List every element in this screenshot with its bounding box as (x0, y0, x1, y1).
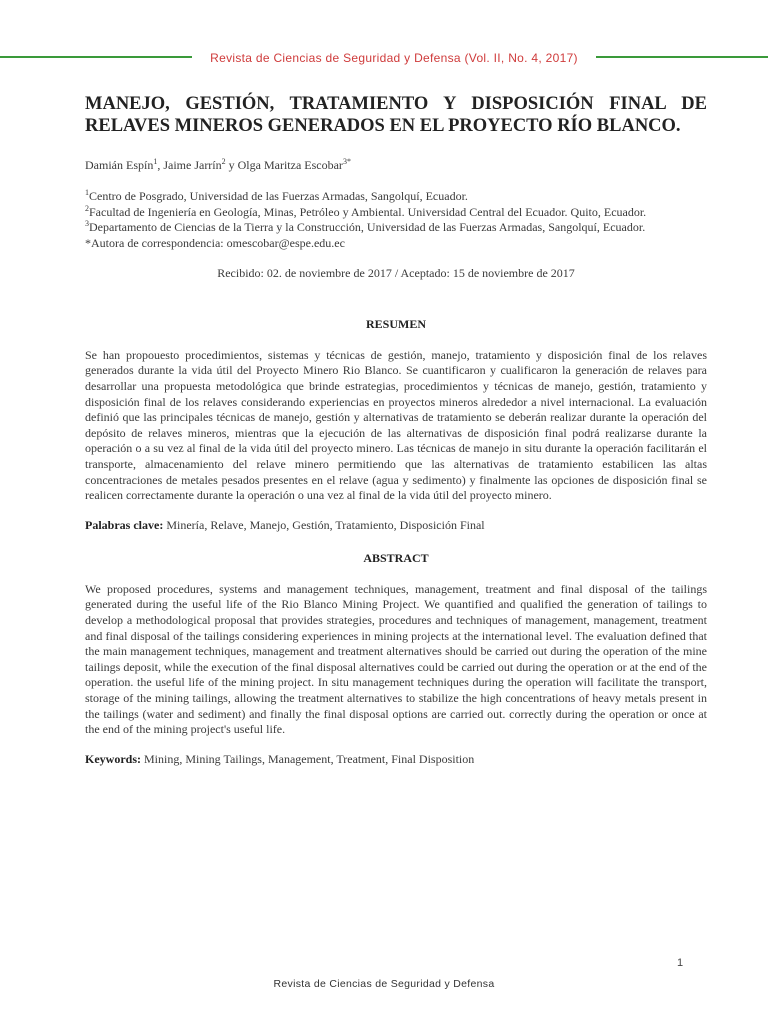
author-name: Olga Maritza Escobar (237, 158, 343, 172)
affiliation-sup: 1 (85, 188, 89, 197)
keywords-text: Mining, Mining Tailings, Management, Treatment, Final Disposition (144, 751, 475, 766)
page-footer: Revista de Ciencias de Seguridad y Defensa (273, 978, 495, 990)
abstract-keywords (85, 752, 707, 767)
affiliation-text: Centro de Posgrado, Universidad de las Fuerzas Armadas, Sangolquí, Ecuador. (89, 189, 468, 203)
affiliation-item (85, 205, 707, 221)
author-sup: 3* (342, 157, 351, 166)
author-separator: y (225, 158, 238, 172)
affiliation-sup: 3 (85, 219, 89, 229)
author-name: Damián Espín (85, 158, 154, 172)
resumen-text: Se han propouesto procedimientos, sistemas y técnicas de gestión, manejo, tratamiento y disposición final de los relaves generados durante la vida útil del Proyecto Minero Rio Blanco. Se cuantificaron y cualificaron la generación de relaves para desarrollar una propuesta metodológica que brinde estrategias, procedimientos y técnicas de manejo, gestión, tratamiento y disposición final de los relaves considerando experiencias en proyectos mineros alrededor a nivel internacional. La evaluación definió que las principales técnicas de manejo, gestión y alternativas de tratamiento se deberán realizar durante la operación del depósito de relaves mineros, mientras que la ejecución de las alternativas de disposición final podrá realizarse durante la operación o a su vez al final de la vida útil del proyecto minero. Las técnicas de manejo in situ durante la operación facilitarán el transporte, almacenamiento del relave minero permitiendo que las alternativas de tratamiento estabilicen las altas concentraciones de metales pesados presentes en el relave (agua y sedimento) y finalmente las opciones de disposición final se realicen correctamente durante la operación o una vez al final de la vida útil del proyecto minero. (85, 347, 707, 503)
keywords-label: Palabras clave: (85, 517, 164, 532)
resumen-heading: RESUMEN (365, 316, 426, 331)
resumen-keywords (85, 518, 707, 533)
author-name: Jaime Jarrín (163, 158, 222, 172)
keywords-label: Keywords: (85, 751, 141, 766)
affiliation-sup: 2 (85, 203, 89, 213)
affiliations (85, 189, 707, 252)
affiliation-item (85, 189, 707, 205)
page-number: 1 (677, 957, 684, 969)
author-separator: , (157, 158, 164, 172)
affiliation-text: Facultad de Ingeniería en Geología, Minas, Petróleo y Ambiental. Universidad Central del Ecuador. Quito, Ecuador. (89, 204, 647, 219)
affiliation-text: Departamento de Ciencias de la Tierra y la Construcción, Universidad de las Fuerzas Armadas, Sangolquí, Ecuador. (89, 220, 646, 235)
author-sup: 1 (153, 157, 158, 166)
received-accepted-dates: Recibido: 02. de noviembre de 2017 / Aceptado: 15 de noviembre de 2017 (217, 265, 575, 280)
article-title: MANEJO, GESTIÓN, TRATAMIENTO Y DISPOSICIÓN FINAL DE RELAVES MINEROS GENERADOS EN EL PROYECTO RÍO BLANCO. (85, 94, 707, 136)
affiliation-item (85, 220, 707, 236)
author-sup: 2 (221, 157, 226, 166)
author-list (85, 157, 707, 173)
abstract-heading: ABSTRACT (363, 550, 429, 565)
abstract-text: We proposed procedures, systems and management techniques, management, treatment and final disposal of the tailings generated during the useful life of the Rio Blanco Mining Project. We quantified and qualified the generation of tailings to develop a methodological proposal that provides strategies, procedures and techniques of management, management, treatment and final disposal of the tailings considering experiences in mining projects at the international level. The evaluation defined that the main management techniques, management and treatment alternatives should be carried out during the operation of the mine tailings deposit, while the execution of the final disposal alternatives could be carried out during the operation or at the end of the operation. the useful life of the mining project. In situ management techniques during the operation will facilitate the transport, storage of the mining tailings, allowing the treatment alternatives to stabilize the high concentrations of heavy metals present in the tailings (water and sediment) and finally the final disposal options are carried out. correctly during the operation or once at the end of the mining project's useful life. (85, 581, 707, 737)
journal-header: Revista de Ciencias de Seguridad y Defensa (Vol. II, No. 4, 2017) (192, 49, 596, 67)
correspondence-line: *Autora de correspondencia: omescobar@espe.edu.ec (85, 236, 345, 251)
keywords-text: Minería, Relave, Manejo, Gestión, Tratamiento, Disposición Final (166, 517, 485, 532)
article-content (85, 93, 707, 767)
